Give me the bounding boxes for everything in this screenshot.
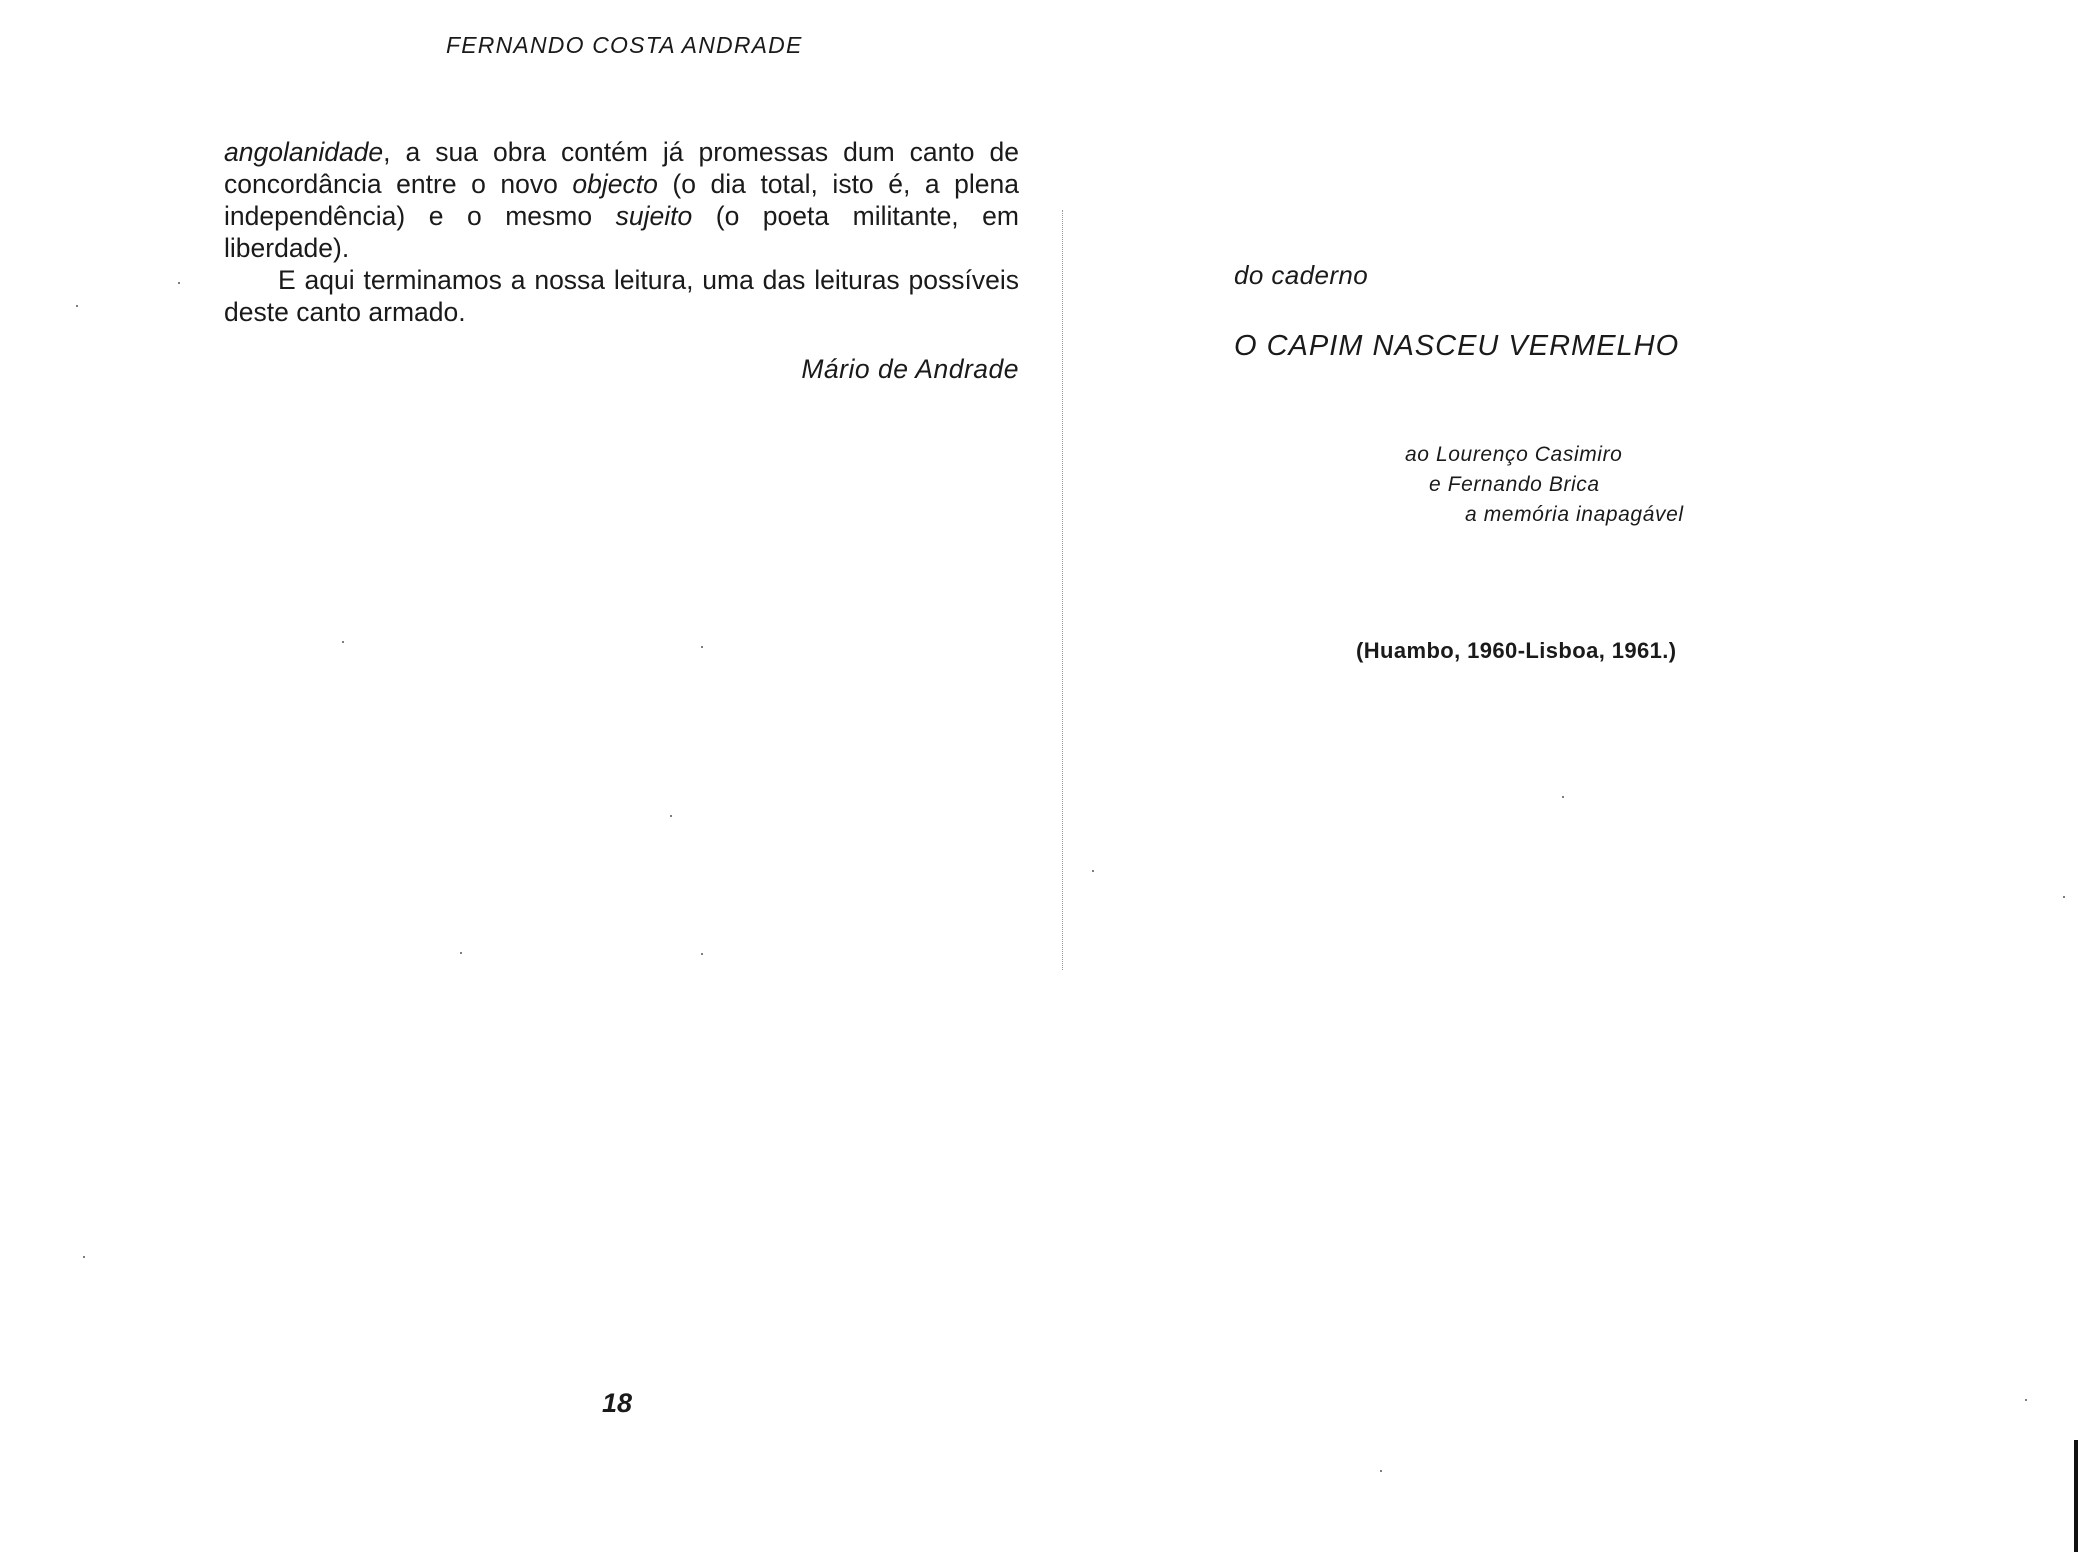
source-label: do caderno <box>1234 260 1369 290</box>
scan-speck <box>670 815 672 817</box>
running-head: FERNANDO COSTA ANDRADE <box>446 32 803 58</box>
body-text <box>224 136 1019 328</box>
emphasis-sujeito: sujeito <box>615 201 693 231</box>
scan-speck <box>1092 870 1094 872</box>
emphasis-objecto: objecto <box>572 169 658 199</box>
scan-speck <box>2063 896 2065 898</box>
scan-speck <box>2025 1399 2027 1401</box>
dedication-line: e Fernando Brica <box>1429 473 1600 496</box>
scan-edge <box>2074 1440 2078 1552</box>
scan-speck <box>1380 1470 1382 1472</box>
scan-speck <box>701 953 703 955</box>
scan-speck <box>701 646 703 648</box>
scan-speck <box>1562 796 1564 798</box>
scan-speck <box>76 305 78 307</box>
dedication <box>1405 440 1684 530</box>
scan-speck <box>460 952 462 954</box>
dedication-line: a memória inapagável <box>1465 503 1684 526</box>
paragraph-1: angolanidade, a sua obra contém já promessas dum canto de concordância entre o novo objecto (o dia total, isto é, a plena independência) e o mesmo sujeito (o poeta militante, em liberdade). <box>224 137 1019 263</box>
paragraph-2: E aqui terminamos a nossa leitura, uma das leituras possíveis deste canto armado. <box>224 265 1019 327</box>
place-dates: (Huambo, 1960-Lisboa, 1961.) <box>1356 638 1677 663</box>
emphasis-angolanidade: angolanidade <box>224 137 384 167</box>
scan-speck <box>342 641 344 643</box>
right-page <box>1060 0 2080 1552</box>
author-signature: Mário de Andrade <box>801 354 1019 384</box>
scan-speck <box>178 282 180 284</box>
book-title: O CAPIM NASCEU VERMELHO <box>1234 330 1680 362</box>
page-number: 18 <box>602 1388 633 1418</box>
dedication-line: ao Lourenço Casimiro <box>1405 443 1623 466</box>
scan-speck <box>83 1256 85 1258</box>
